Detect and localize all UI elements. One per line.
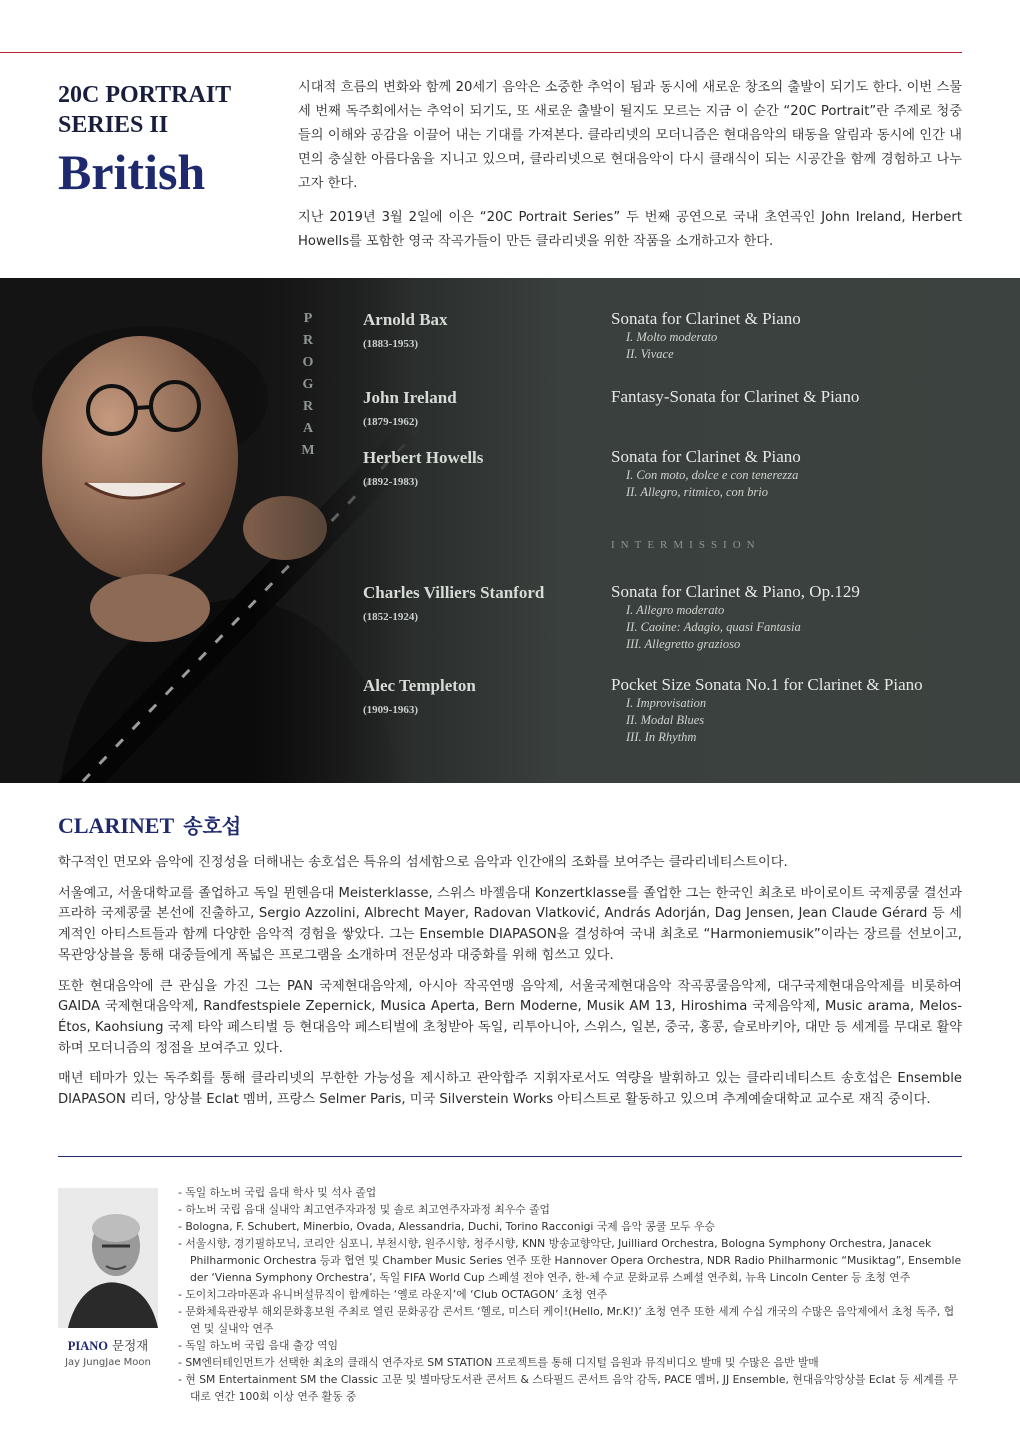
intro-paragraph-2: 지난 2019년 3월 2일에 이은 “20C Portrait Series” 두 번째 공연으로 국내 초연곡인 John Ireland, Herbert Howells를 포함한 영국 작곡가들이 만든 클라리넷을 위한 작품을 소개하고자 한다. xyxy=(298,210,962,249)
movement: I. Allegro moderato xyxy=(626,603,725,617)
credit-item: - 하노버 국립 음대 실내악 최고연주자과정 및 솔로 최고연주자과정 최우수 졸업 xyxy=(178,1201,962,1218)
program-letter: O xyxy=(302,355,314,370)
composer-item xyxy=(363,388,457,428)
pianist-credits xyxy=(178,1184,962,1405)
movement: II. Caoine: Adagio, quasi Fantasia xyxy=(626,620,801,634)
program-letter: R xyxy=(302,399,314,414)
composer-years: (1852-1924) xyxy=(363,611,418,623)
movement: I. Molto moderato xyxy=(626,330,718,344)
credit-item: - 현 SM Entertainment SM the Classic 고문 및 별마당도서관 콘서트 & 스타필드 콘서트 음악 감독, PACE 멤버, JJ Ensemble, 현대음악앙상블 Eclat 등 세계를 무대로 연간 100회 이상 연주 활동 중 xyxy=(178,1371,962,1405)
credit-item: - 도이치그라마폰과 유니버설뮤직이 함께하는 ‘옐로 라운지’에 ‘Club OCTAGON’ 초청 연주 xyxy=(178,1286,962,1303)
credit-item: - 독일 하노버 국립 음대 학사 및 석사 졸업 xyxy=(178,1184,962,1201)
program-letter: A xyxy=(302,421,314,436)
composer-name: Alec Templeton xyxy=(363,676,476,695)
pianist-name: 문정재 xyxy=(112,1338,149,1353)
section-divider xyxy=(58,1156,962,1157)
credit-item: - 서울시향, 경기필하모닉, 코리안 심포니, 부천시향, 원주시향, 청주시향, KNN 방송교향악단, Juilliard Orchestra, Bologna Symphony Orchestra, Janacek Philharmonic Orchestra 등과 협연 및 Chamber Music Series 연주 또한 Hannover Opera Orchestra, NDR Radio Philharmonic “Musiktag”, Ensemble der ‘Vienna Symphony Orchestra’, 독일 FIFA World Cup 스페셜 전야 연주, 한-체 수교 문화교류 스페셜 연주회, 뉴욕 Lincoln Center 등 초청 연주 xyxy=(178,1235,962,1286)
composer-name: Charles Villiers Stanford xyxy=(363,583,545,602)
program-letter: G xyxy=(302,377,314,392)
bio-paragraph: 매년 테마가 있는 독주회를 통해 클라리넷의 무한한 가능성을 제시하고 관악합주 지휘자로서도 역량을 발휘하고 있는 클라리네티스트 송호섭은 Ensemble DIAPASON 리더, 앙상블 Eclat 멤버, 프랑스 Selmer Paris, 미국 Silverstein Works 아티스트로 활동하고 있으며 추계예술대학교 교수로 재직 중이다. xyxy=(58,1071,962,1108)
clarinetist-photo xyxy=(0,278,420,783)
composer-item xyxy=(363,676,476,716)
top-rule xyxy=(0,52,962,53)
work-item xyxy=(611,447,1001,501)
movement: III. In Rhythm xyxy=(626,730,697,744)
movement: II. Vivace xyxy=(626,347,674,361)
work-item xyxy=(611,582,1001,653)
pianist-english-name: Jay JungJae Moon xyxy=(65,1357,151,1368)
composer-name: John Ireland xyxy=(363,388,457,407)
bio-paragraph: 학구적인 면모와 음악에 진정성을 더해내는 송호섭은 특유의 섬세함으로 음악과 인간애의 조화를 보여주는 클라리네티스트이다. xyxy=(58,855,788,870)
composer-item xyxy=(363,583,544,623)
credit-item: - 문화체육관광부 해외문화홍보원 주최로 열린 문화공감 콘서트 ‘헬로, 미스터 케이!(Hello, Mr.K!)’ 초청 연주 또한 세계 수십 개국의 수많은 음악제에서 초청 독주, 협연 및 실내악 연주 xyxy=(178,1303,962,1337)
program-letter: P xyxy=(303,311,313,326)
movement: I. Improvisation xyxy=(626,696,707,710)
composer-years: (1892-1983) xyxy=(363,476,418,488)
work-title: Sonata for Clarinet & Piano xyxy=(611,447,801,466)
intro-text xyxy=(298,76,962,264)
program-panel xyxy=(0,278,1020,783)
clarinet-bio xyxy=(58,853,962,1121)
composer-name: Arnold Bax xyxy=(363,310,448,329)
intro-paragraph-1: 시대적 흐름의 변화와 함께 20세기 음악은 소중한 추억이 됨과 동시에 새로운 창조의 출발이 되기도 한다. 이번 스물세 번째 독주회에서는 추억이 되기도, 또 새로운 출발이 될지도 모르는 지금 이 순간 “20C Portrait”란 주제로 청중들의 이해와 공감을 이끌어 내는 기대를 가져본다. 클라리넷의 모더니즘은 현대음악의 태동을 알림과 동시에 인간 내면의 충실한 아름다움을 지니고 있으며, 클라리넷으로 현대음악이 다시 클래식이 되는 시공간을 함께 경험하고 나누고자 한다. xyxy=(298,80,962,191)
pianist-photo xyxy=(58,1188,158,1328)
clarinetist-name: 송호섭 xyxy=(183,814,242,838)
series-line-1: 20C PORTRAIT xyxy=(58,82,232,108)
work-item xyxy=(611,675,1001,746)
composer-item xyxy=(363,448,483,488)
work-item xyxy=(611,387,1001,407)
piano-heading xyxy=(58,1336,158,1354)
clarinet-heading xyxy=(58,810,241,839)
program-letter: R xyxy=(302,333,314,348)
movement: I. Con moto, dolce e con tenerezza xyxy=(626,468,799,482)
series-title: British xyxy=(58,144,206,200)
work-title: Sonata for Clarinet & Piano xyxy=(611,309,801,328)
work-title: Fantasy-Sonata for Clarinet & Piano xyxy=(611,387,860,406)
composer-years: (1883-1953) xyxy=(363,338,418,350)
piano-label: PIANO xyxy=(67,1339,109,1353)
work-item xyxy=(611,309,1001,363)
clarinet-label: CLARINET xyxy=(58,813,174,838)
movement: II. Modal Blues xyxy=(626,713,705,727)
program-label xyxy=(298,308,318,462)
composer-years: (1879-1962) xyxy=(363,416,418,428)
bio-paragraph: 서울예고, 서울대학교를 졸업하고 독일 뮌헨음대 Meisterklasse, 스위스 바젤음대 Konzertklasse를 졸업한 그는 한국인 최초로 바이로이트 국제콩쿨 결선과 프라하 국제콩쿨 본선에 진출하고, Sergio Azzolini, Albrecht Mayer, Radovan Vlatković, András Adorján, Dag Jensen, Jean Claude Gérard 등 세계적인 아티스트들과 함께 다양한 음악적 경험을 쌓았다. 그는 Ensemble DIAPASON을 결성하여 국내 최초로 “Harmoniemusik”이라는 장르를 선보이고, 목관앙상블을 통해 대중들에게 폭넓은 프로그램을 소개하며 전문성과 대중화를 위해 힘쓰고 있다. xyxy=(58,885,962,963)
series-line-2: SERIES II xyxy=(58,112,169,138)
movement: III. Allegretto grazioso xyxy=(626,637,741,651)
program-letter: M xyxy=(301,443,315,458)
credit-item: - 독일 하노버 국립 음대 출강 역임 xyxy=(178,1337,962,1354)
intermission-label: INTERMISSION xyxy=(611,539,761,551)
composer-item xyxy=(363,310,448,350)
movement: II. Allegro, ritmico, con brio xyxy=(626,485,768,499)
work-title: Sonata for Clarinet & Piano, Op.129 xyxy=(611,582,860,601)
series-heading xyxy=(58,80,278,200)
credit-item: - Bologna, F. Schubert, Minerbio, Ovada, Alessandria, Duchi, Torino Racconigi 국제 음악 콩쿨 모두 우승 xyxy=(178,1218,962,1235)
composer-years: (1909-1963) xyxy=(363,704,418,716)
bio-paragraph: 또한 현대음악에 큰 관심을 가진 그는 PAN 국제현대음악제, 아시아 작곡연맹 음악제, 서울국제현대음악 작곡콩쿨음악제, 대구국제현대음악제를 비롯하여 GAIDA 국제현대음악제, Randfestspiele Zepernick, Musica Aperta, Bern Moderne, Musik AM 13, Hiroshima 국제음악제, Music arama, Melos-Étos, Kaohsiung 국제 타악 페스티벌 등 현대음악 페스티벌에 초청받아 독일, 리투아니아, 스위스, 일본, 중국, 홍콩, 슬로바키아, 대만 등 세계를 무대로 활약하며 모더니즘의 정점을 보여주고 있다. xyxy=(58,978,962,1056)
work-title: Pocket Size Sonata No.1 for Clarinet & Piano xyxy=(611,675,923,694)
composer-name: Herbert Howells xyxy=(363,448,484,467)
credit-item: - SM엔터테인먼트가 선택한 최초의 클래식 연주자로 SM STATION 프로젝트를 통해 디지털 음원과 뮤직비디오 발매 및 수많은 음반 발매 xyxy=(178,1354,962,1371)
